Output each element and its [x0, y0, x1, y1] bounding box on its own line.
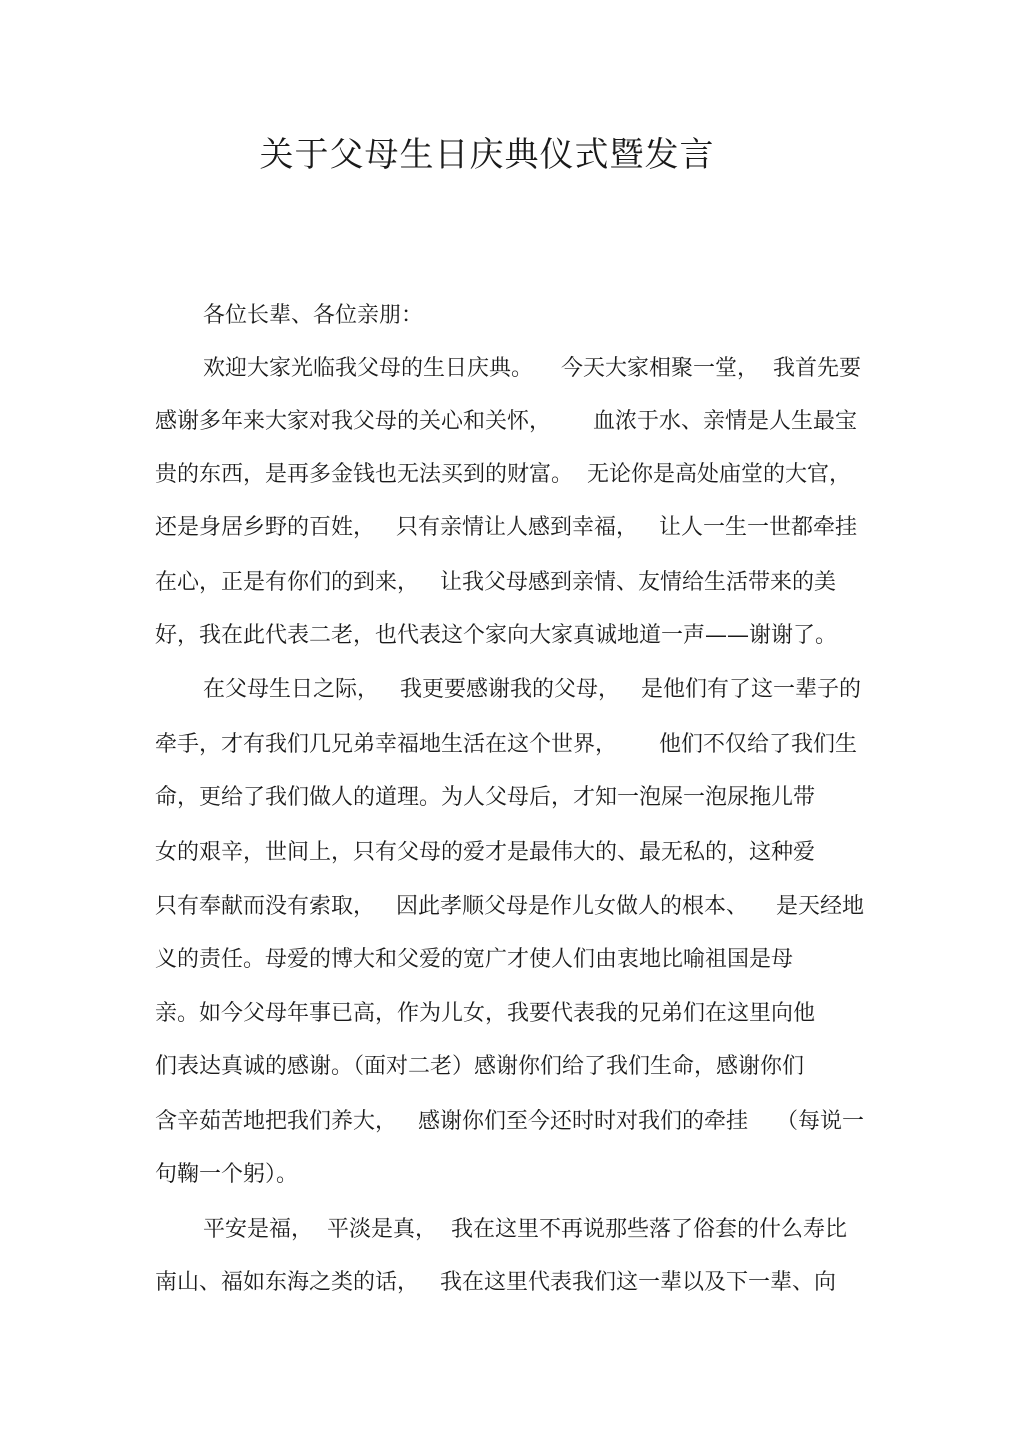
document-title: 关于父母生日庆典仪式暨发言	[259, 135, 715, 175]
paragraph-line: 在心，正是有你们的到来， 让我父母感到亲情、友情给生活带来的美	[155, 570, 836, 595]
paragraph-line: 好，我在此代表二老，也代表这个家向大家真诚地道一声——谢谢了。	[155, 623, 838, 648]
paragraph-line: 在父母生日之际， 我更要感谢我的父母， 是他们有了这一辈子的	[203, 677, 861, 702]
paragraph-line: 感谢多年来大家对我父母的关心和关怀， 血浓于水、亲情是人生最宝	[155, 409, 857, 434]
paragraph-line: 句鞠一个躬）。	[155, 1162, 299, 1187]
salutation-line: 各位长辈、各位亲朋：	[203, 303, 424, 328]
paragraph-line: 含辛茹苦地把我们养大， 感谢你们至今还时时对我们的牵挂 （每说一	[155, 1109, 864, 1134]
paragraph-line: 命，更给了我们做人的道理。为人父母后，才知一泡屎一泡尿拖儿带	[155, 785, 816, 810]
paragraph-line: 还是身居乡野的百姓， 只有亲情让人感到幸福， 让人一生一世都牵挂	[155, 515, 857, 540]
paragraph-line: 只有奉献而没有索取， 因此孝顺父母是作儿女做人的根本、 是天经地	[155, 894, 864, 919]
paragraph-line: 义的责任。母爱的博大和父爱的宽广才使人们由衷地比喻祖国是母	[155, 947, 794, 972]
paragraph-line: 贵的东西，是再多金钱也无法买到的财富。 无论你是高处庙堂的大官，	[155, 462, 851, 487]
paragraph-line: 们表达真诚的感谢。（面对二老）感谢你们给了我们生命，感谢你们	[155, 1054, 805, 1079]
paragraph-line: 南山、福如东海之类的话， 我在这里代表我们这一辈以及下一辈、向	[155, 1270, 836, 1295]
paragraph-line: 女的艰辛，世间上，只有父母的爱才是最伟大的、最无私的，这种爱	[155, 840, 816, 865]
paragraph-line: 牵手，才有我们几兄弟幸福地生活在这个世界， 他们不仅给了我们生	[155, 732, 857, 757]
paragraph-line: 欢迎大家光临我父母的生日庆典。 今天大家相聚一堂， 我首先要	[203, 356, 861, 381]
paragraph-line: 亲。如今父母年事已高，作为儿女，我要代表我的兄弟们在这里向他	[155, 1001, 816, 1026]
paragraph-line: 平安是福， 平淡是真， 我在这里不再说那些落了俗套的什么寿比	[203, 1217, 847, 1242]
